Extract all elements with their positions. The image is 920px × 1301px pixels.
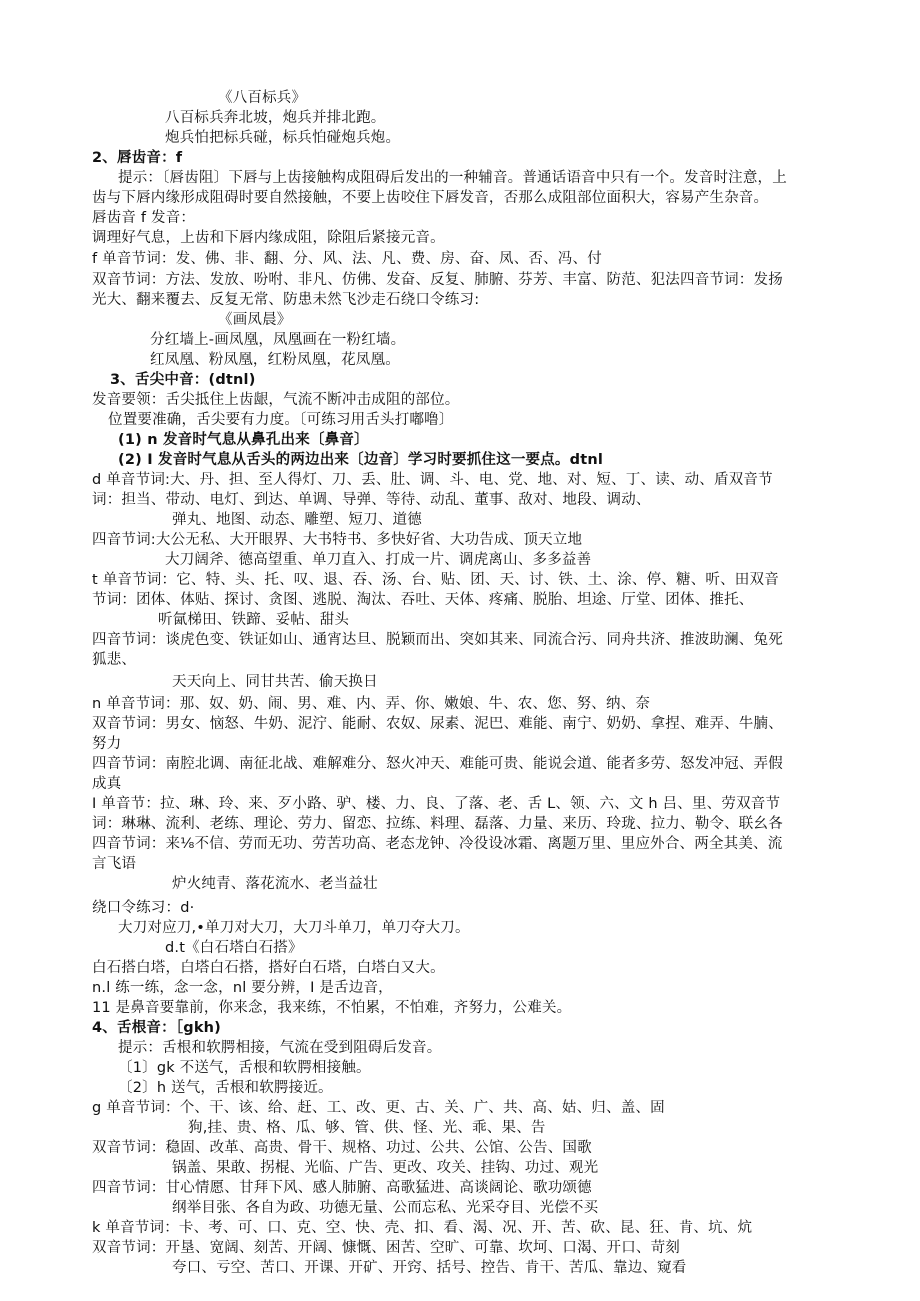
text-line: 词：担当、带动、电灯、到达、单调、导弹、等待、动乱、董事、敌对、地段、调动、 — [92, 492, 651, 508]
text-line: 纲举目张、各自为政、功德无量、公而忘私、光采夺目、光偿不买 — [172, 1200, 599, 1216]
text-line: 白石搭白塔，白塔白石搭，搭好白石塔，白塔白又大。 — [92, 960, 445, 976]
poem-line: 八百标兵奔北坡，炮兵并排北跑。 — [165, 110, 386, 126]
list-item: (1) n 发音时气息从鼻孔出来〔鼻音〕 — [118, 432, 369, 448]
text-line: k 单音节词：卡、考、可、口、克、空、快、壳、扣、看、渴、况、开、苦、砍、昆、狂、肯、坑、炕 — [92, 1220, 753, 1236]
text-line: f 单音节词：发、佛、非、翻、分、风、法、凡、费、房、奋、凤、否、冯、付 — [92, 251, 602, 267]
section-heading: 3、舌尖中音：(dtnl) — [110, 372, 256, 388]
text-line: 节词：团体、体贴、探讨、贪图、逃脱、淘汰、吞吐、天体、疼痛、脱胎、坦途、厅堂、团体、推托、 — [92, 592, 754, 608]
poem-line: 分红墙上-画凤凰，凤凰画在一粉红墙。 — [150, 332, 406, 348]
text-line: 双音节词：开垦、宽阔、刻苦、开阔、慷慨、困苦、空旷、可靠、坎坷、口渴、开口、苛刻 — [92, 1240, 680, 1256]
text-line: 光大、翻来覆去、反复无常、防患未然飞沙走石绕口令练习: — [92, 292, 480, 308]
text-line: d 单音节词:大、丹、担、至人得灯、刀、丢、肚、调、斗、电、党、地、对、短、丁、读、动、盾双音节 — [92, 472, 773, 488]
text-line: n 单音节词：那、奴、奶、闹、男、难、内、弄、你、嫩娘、牛、农、您、努、纳、奈 — [92, 696, 651, 712]
text-line: 齿与下唇内缘形成阻碍时要自然接触，不要上齿咬住下唇发音，否那么成阻部位面积大，容易产生杂音。 — [92, 190, 769, 206]
text-line: g 单音节词：个、干、该、给、赶、工、改、更、古、关、广、共、高、姑、归、盖、固 — [92, 1100, 665, 1116]
list-item: (2) I 发音时气息从舌头的两边出来〔边音〕学习时要抓住这一要点。dtnl — [118, 452, 604, 468]
text-line: 狐悲、 — [92, 652, 137, 668]
text-line: 成真 — [92, 776, 122, 792]
text-line: 11 是鼻音要靠前，你来念，我来练，不怕累，不怕难，齐努力，公难关。 — [92, 1000, 572, 1016]
text-line: 大刀阔斧、德高望重、单刀直入、打成一片、调虎离山、多多益善 — [165, 552, 592, 568]
poem-line: 红凤凰、粉凤凰，红粉凤凰，花凤凰。 — [150, 352, 400, 368]
text-line: 锅盖、果敢、拐棍、光临、广告、更改、攻关、挂钩、功过、观光 — [172, 1160, 599, 1176]
poem-title: d.t《白石塔白石搭》 — [165, 940, 303, 956]
poem-title: 《画凤晨》 — [218, 312, 292, 328]
text-line: t 单音节词：它、特、头、托、叹、退、吞、汤、台、贴、团、天、讨、铁、土、涂、停、糖、听、田双音 — [92, 572, 779, 588]
text-line: 大刀对应刀,•单刀对大刀，大刀斗单刀，单刀夺大刀。 — [118, 920, 470, 936]
text-line: 四音节词：来⅛不信、劳而无功、劳苦功高、老态龙钟、冷役设冰霜、离题万里、里应外合、两全其美、流 — [92, 836, 783, 852]
text-line: 四音节词：谈虎色变、铁证如山、通宵达旦、脱颖而出、突如其来、同流合污、同舟共济、推波助澜、兔死 — [92, 632, 783, 648]
poem-line: 炮兵怕把标兵碰，标兵怕碰炮兵炮。 — [165, 130, 401, 146]
text-line: 绕口令练习：d· — [92, 900, 195, 916]
text-line: 四音节词:大公无私、大开眼界、大书特书、多快好省、大功告成、顶天立地 — [92, 532, 583, 548]
text-line: 双音节词：稳固、改革、高贵、骨干、规格、功过、公共、公馆、公告、国歌 — [92, 1140, 592, 1156]
text-line: 提示：〔唇齿阻〕下唇与上齿接触构成阻碍后发出的一种辅音。普通话语音中只有一个。发音时注意，上 — [118, 170, 787, 186]
poem-title: 《八百标兵》 — [218, 90, 307, 106]
text-line: 〔2〕h 送气，舌根和软腭接近。 — [118, 1080, 333, 1096]
text-line: I 单音节：拉、琳、玲、来、歹小路、驴、楼、力、良、了落、老、舌 L、领、六、文 h 吕、里、劳双音节 — [92, 796, 781, 812]
text-line: 提示：舌根和软腭相接，气流在受到阻碍后发音。 — [118, 1040, 442, 1056]
text-line: 词：琳琳、流利、老练、理论、劳力、留恋、拉练、料理、磊落、力量、来历、玲珑、拉力、勒令、联幺各 — [92, 816, 783, 832]
text-line: 狗,挂、贵、格、瓜、够、管、供、怪、光、乖、果、告 — [188, 1120, 546, 1136]
text-line: 天天向上、同甘共苦、偷天换日 — [172, 674, 378, 690]
text-line: 唇齿音 f 发音： — [92, 210, 196, 226]
text-line: 调理好气息，上齿和下唇内缘成阻，除阻后紧接元音。 — [92, 230, 445, 246]
text-line: 四音节词：南腔北调、南征北战、难解难分、怒火冲天、难能可贵、能说会道、能者多劳、怒发冲冠、弄假 — [92, 756, 783, 772]
text-line: 〔1〕gk 不送气，舌根和软腭相接触。 — [118, 1060, 371, 1076]
text-line: 位置要准确，舌尖要有力度。〔可练习用舌头打嘟噜〕 — [108, 412, 454, 428]
text-line: n.l 练一练，念一念，nl 要分辨，I 是舌边音， — [92, 980, 393, 996]
text-line: 努力 — [92, 736, 122, 752]
text-line: 弹丸、地图、动态、雕塑、短刀、道德 — [172, 512, 422, 528]
text-line: 夸口、亏空、苦口、开课、开矿、开窍、括号、控告、肯干、苦瓜、靠边、窥看 — [172, 1260, 687, 1276]
text-line: 双音节词：方法、发放、吩咐、非凡、仿佛、发奋、反复、肺腑、芬芳、丰富、防范、犯法四音节词：发扬 — [92, 272, 783, 288]
section-heading: 4、舌根音：［gkh) — [92, 1020, 222, 1036]
text-line: 双音节词：男女、恼怒、牛奶、泥泞、能耐、农奴、尿素、泥巴、难能、南宁、奶奶、拿捏、难弄、牛腩、 — [92, 716, 783, 732]
text-line: 言飞语 — [92, 856, 137, 872]
section-heading: 2、唇齿音：f — [92, 150, 183, 166]
text-line: 四音节词：甘心情愿、甘拜下风、感人肺腑、高歌猛进、高谈阔论、歌功颂德 — [92, 1180, 592, 1196]
text-line: 炉火纯青、落花流水、老当益壮 — [172, 876, 378, 892]
text-line: 发音要领：舌尖抵住上齿龈，气流不断冲击成阻的部位。 — [92, 392, 460, 408]
text-line: 听氤梯田、铁蹄、妥帖、甜头 — [158, 612, 350, 628]
